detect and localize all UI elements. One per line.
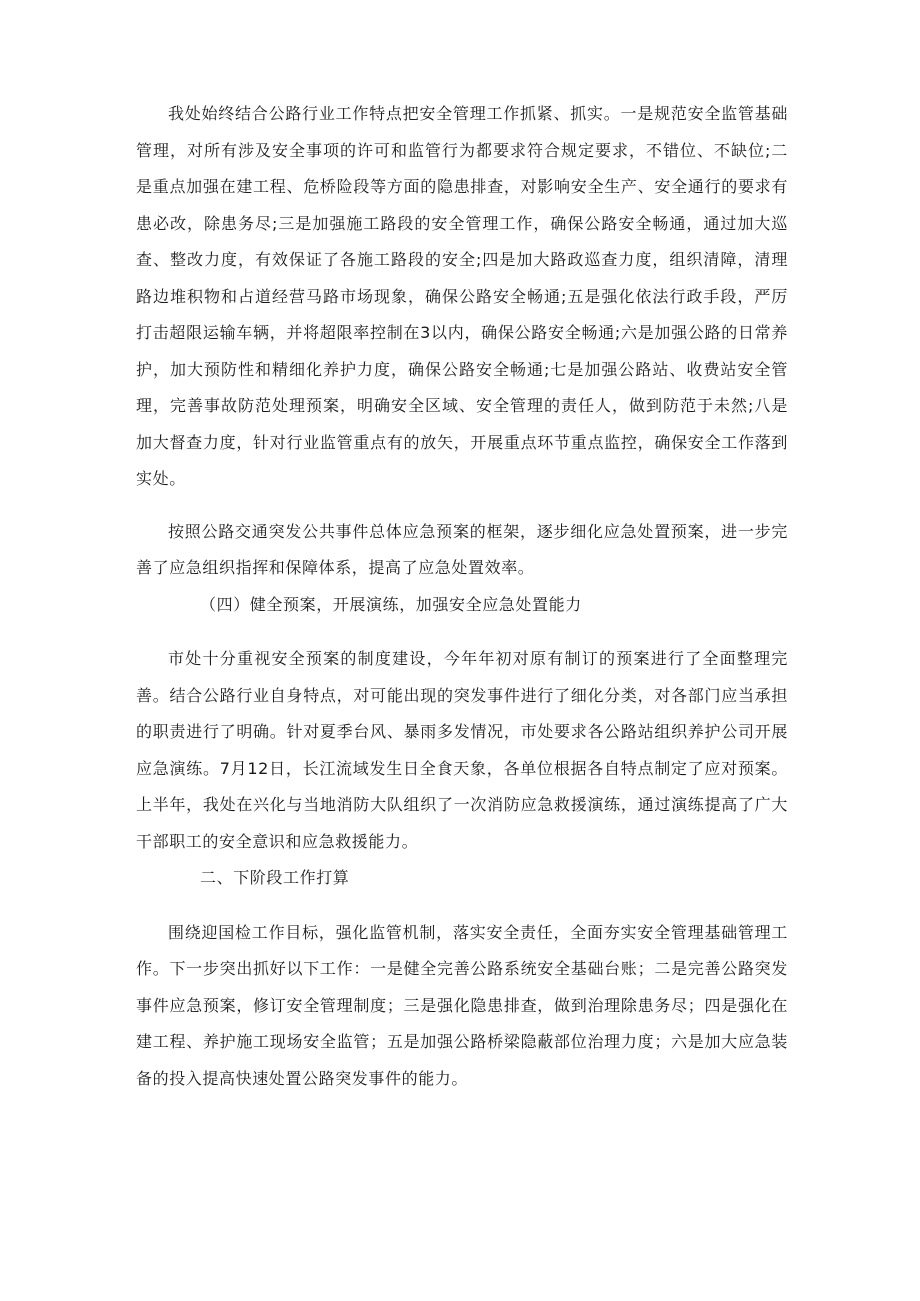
section-heading-next-stage: 二、下阶段工作打算 bbox=[200, 868, 350, 887]
document-body bbox=[136, 96, 788, 1097]
paragraph-emergency-plan-framework: 按照公路交通突发公共事件总体应急预案的框架，逐步细化应急处置预案，进一步完善了应急组织指挥和保障体系，提高了应急处置效率。 bbox=[136, 521, 788, 577]
section-heading-four: （四）健全预案，开展演练，加强安全应急处置能力 bbox=[200, 594, 582, 614]
paragraph-next-steps: 围绕迎国检工作目标，强化监管机制，落实安全责任，全面夯实安全管理基础管理工作。下一步突出抓好以下工作：一是健全完善公路系统安全基础台账；二是完善公路突发事件应急预案，修订安全管理制度；三是强化隐患排查，做到治理除患务尽；四是强化在建工程、养护施工现场安全监管；五是加强公路桥梁隐蔽部位治理力度；六是加大应急装备的投入提高快速处置公路突发事件的能力。 bbox=[136, 922, 788, 1088]
paragraph-plan-system: 市处十分重视安全预案的制度建设，今年年初对原有制订的预案进行了全面整理完善。结合公路行业自身特点，对可能出现的突发事件进行了细化分类，对各部门应当承担的职责进行了明确。针对夏季台风、暴雨多发情况，市处要求各公路站组织养护公司开展应急演练。7月12日，长江流域发生日全食天象，各单位根据各自特点制定了应对预案。上半年，我处在兴化与当地消防大队组织了一次消防应急救援演练，通过演练提高了广大干部职工的安全意识和应急救援能力。 bbox=[136, 649, 788, 851]
paragraph-safety-management: 我处始终结合公路行业工作特点把安全管理工作抓紧、抓实。一是规范安全监管基础管理，对所有涉及安全事项的许可和监管行为都要求符合规定要求，不错位、不缺位;二是重点加强在建工程、危桥险段等方面的隐患排查，对影响安全生产、安全通行的要求有患必改，除患务尽;三是加强施工路段的安全管理工作，确保公路安全畅通，通过加大巡查、整改力度，有效保证了各施工路段的安全;四是加大路政巡查力度，组织清障，清理路边堆积物和占道经营马路市场现象，确保公路安全畅通;五是强化依法行政手段，严厉打击超限运输车辆，并将超限率控制在3以内，确保公路安全畅通;六是加强公路的日常养护，加大预防性和精细化养护力度，确保公路安全畅通;七是加强公路站、收费站安全管理，完善事故防范处理预案，明确安全区域、安全管理的责任人，做到防范于未然;八是加大督查力度，针对行业监管重点有的放矢，开展重点环节重点监控，确保安全工作落到实处。 bbox=[136, 104, 788, 488]
